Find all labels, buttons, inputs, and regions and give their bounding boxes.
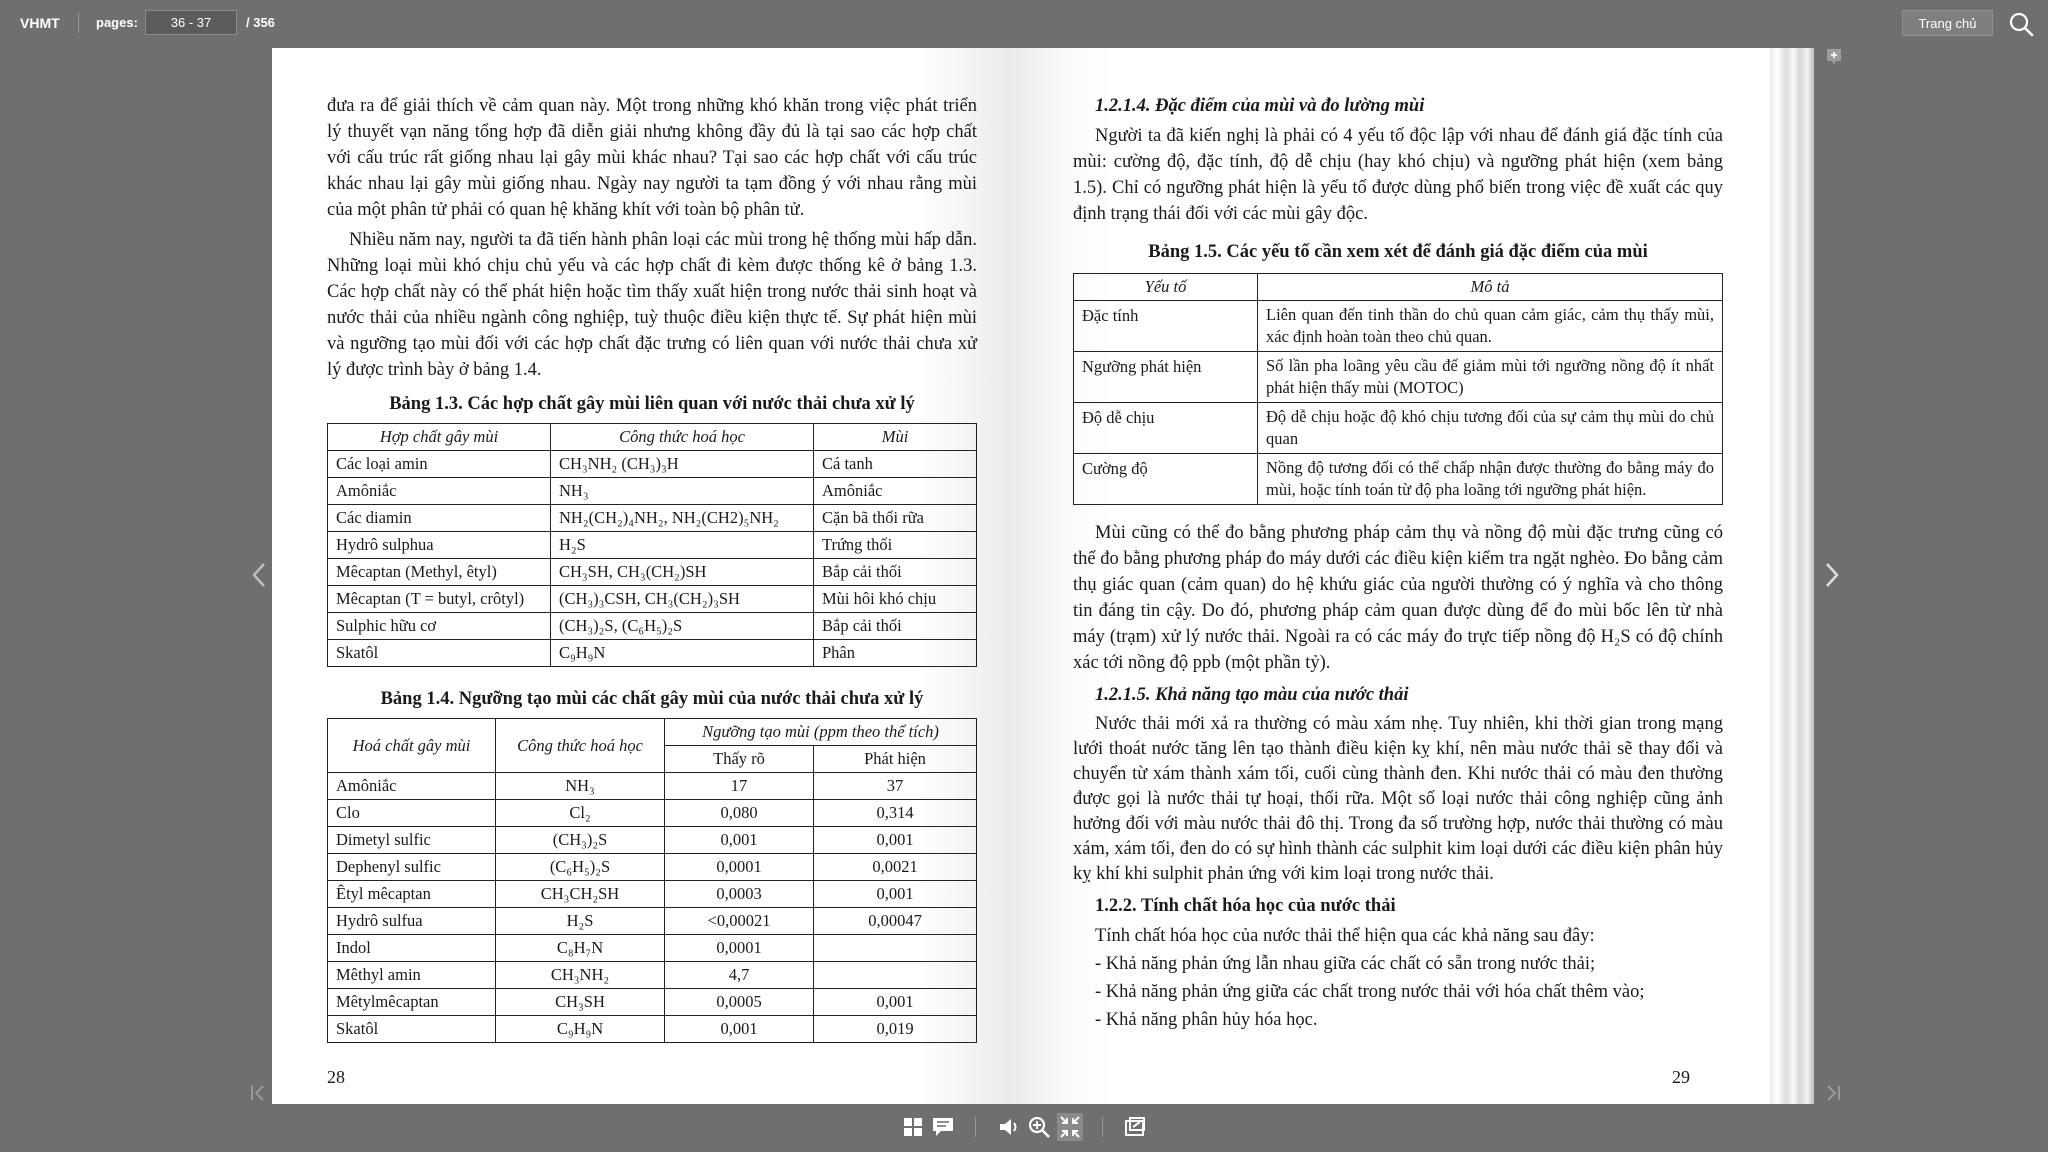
table-cell: Phân bbox=[814, 640, 977, 667]
table-cell: Cặn bã thối rữa bbox=[814, 505, 977, 532]
table-cell: Indol bbox=[328, 935, 496, 962]
table-header-cell: Hoá chất gây mùi bbox=[328, 719, 496, 773]
table-cell: 0,001 bbox=[814, 881, 977, 908]
table-cell: Các loại amin bbox=[328, 451, 551, 478]
table-cell: 4,7 bbox=[665, 962, 814, 989]
table-cell: Clo bbox=[328, 800, 496, 827]
table-row bbox=[328, 854, 977, 881]
table-row bbox=[328, 827, 977, 854]
table-cell: 0,019 bbox=[814, 1016, 977, 1043]
table-row bbox=[1074, 352, 1723, 403]
table-cell: 0,0003 bbox=[665, 881, 814, 908]
left-page[interactable] bbox=[272, 48, 1005, 1104]
table-cell: (C₆H₅)₂S bbox=[496, 854, 665, 881]
table-cell bbox=[814, 962, 977, 989]
table-row bbox=[328, 1016, 977, 1043]
search-icon[interactable] bbox=[2008, 11, 2034, 37]
table-cell: Bắp cải thối bbox=[814, 613, 977, 640]
table-header-row bbox=[328, 719, 977, 746]
table-row bbox=[1074, 301, 1723, 352]
table-header-cell: Mùi bbox=[814, 424, 977, 451]
table-header-cell: Thấy rõ bbox=[665, 746, 814, 773]
next-page-arrow-icon[interactable] bbox=[1822, 560, 1842, 590]
table-1-3-block bbox=[327, 391, 977, 667]
table-cell: Các diamin bbox=[328, 505, 551, 532]
table-cell: Cá tanh bbox=[814, 451, 977, 478]
right-paragraph-3: Nước thải mới xả ra thường có màu xám nhẹ. Tuy nhiên, khi thời gian trong mạng lưới thoát nước tăng lên tạo thành điều kiện kỵ khí, nên màu nước thải sẽ thay đổi và chuyển từ xám thành xám tối, cuối cùng thành đen. Khi nước thải có màu đen thường được gọi là nước thải tự hoại, thối rữa. Một số loại nước thải công nghiệp cũng ảnh hưởng đối với màu nước thải đô thị. Trong đa số trường hợp, nước thải thường có màu xám, xám tối, đen do có sự hình thành các sulphit kim loại dưới các điều kiện phân hủy kỵ khí khi sulphit phản ứng với kim loại trong nước thải. bbox=[1073, 714, 1723, 884]
table-cell bbox=[814, 935, 977, 962]
table-row bbox=[328, 989, 977, 1016]
table-1-4-caption: Bảng 1.4. Ngưỡng tạo mùi các chất gây mùi của nước thải chưa xử lý bbox=[380, 689, 924, 709]
table-cell: Liên quan đến tinh thần do chủ quan cảm giác, cảm thụ thấy mùi, xác định hoàn toàn theo chủ quan. bbox=[1258, 301, 1723, 352]
home-button[interactable]: Trang chủ bbox=[1902, 10, 1993, 36]
toolbar-divider bbox=[975, 1117, 976, 1137]
table-cell: NH₃ bbox=[496, 773, 665, 800]
table-cell: CH₃NH₂ (CH₃)₃H bbox=[551, 451, 814, 478]
table-cell: 0,0001 bbox=[665, 935, 814, 962]
table-cell: Skatôl bbox=[328, 1016, 496, 1043]
table-1-3-caption: Bảng 1.3. Các hợp chất gây mùi liên quan với nước thải chưa xử lý bbox=[389, 394, 915, 414]
table-1-5-caption: Bảng 1.5. Các yếu tố cần xem xét để đánh giá đặc điểm của mùi bbox=[1148, 242, 1648, 262]
table-cell: Amôniắc bbox=[328, 773, 496, 800]
table-cell: Dimetyl sulfic bbox=[328, 827, 496, 854]
table-cell: Amôniắc bbox=[814, 478, 977, 505]
table-header-row bbox=[328, 424, 977, 451]
table-cell: Mùi hôi khó chịu bbox=[814, 586, 977, 613]
table-cell: Êtyl mêcaptan bbox=[328, 881, 496, 908]
table-cell: Mêthyl amin bbox=[328, 962, 496, 989]
right-paragraph-4: Tính chất hóa học của nước thải thể hiện qua các khả năng sau đây: bbox=[1095, 926, 1595, 946]
table-row bbox=[328, 800, 977, 827]
table-cell: 0,080 bbox=[665, 800, 814, 827]
table-cell: Mêtylmêcaptan bbox=[328, 989, 496, 1016]
table-1-5 bbox=[1073, 273, 1723, 505]
bottom-toolbar bbox=[0, 1104, 2048, 1152]
section-heading-1-2-2: 1.2.2. Tính chất hóa học của nước thải bbox=[1095, 896, 1396, 916]
table-cell: Số lần pha loãng yêu cầu để giảm mùi tới ngưỡng nồng độ ít nhất phát hiện thấy mùi (MOTOC) bbox=[1258, 352, 1723, 403]
table-cell: Cường độ bbox=[1074, 454, 1258, 505]
left-paragraph-2: Nhiều năm nay, người ta đã tiến hành phân loại các mùi trong hệ thống mùi hấp dẫn. Những loại mùi khó chịu chủ yếu và các hợp chất đi kèm được thống kê ở bảng 1.3. Các hợp chất này có thể phát hiện hoặc tìm thấy xuất hiện trong nước thải sinh hoạt và nước thải của nhiều ngành công nghiệp, tuỳ thuộc điều kiện thực tế. Sự phát hiện mùi và ngưỡng tạo mùi đối với các hợp chất đặc trưng có liên quan với nước thải chưa xử lý được trình bày ở bảng 1.4. bbox=[327, 230, 977, 380]
page-number: 29 bbox=[1672, 1067, 1690, 1087]
right-paragraph-1: Người ta đã kiến nghị là phải có 4 yếu tố độc lập với nhau để đánh giá đặc tính của mùi: cường độ, đặc tính, độ dễ chịu (hay khó chịu) và ngưỡng phát hiện (xem bảng 1.5). Chỉ có ngưỡng phát hiện là yếu tố được dùng phổ biến trong việc đề xuất các quy định trạng thái đối với các mùi gây độc. bbox=[1073, 126, 1723, 224]
fit-page-icon[interactable] bbox=[1057, 1113, 1083, 1141]
table-cell: H₂S bbox=[551, 532, 814, 559]
table-cell: Hydrô sulfua bbox=[328, 908, 496, 935]
right-page[interactable] bbox=[1005, 48, 1770, 1104]
list-item: - Khả năng phân hủy hóa học. bbox=[1095, 1010, 1318, 1030]
page-number-input[interactable] bbox=[145, 10, 237, 35]
table-cell: Nồng độ tương đối có thể chấp nhận được thường đo bằng máy đo mùi, hoặc tính toán từ độ pha loãng tới ngưỡng phát hiện. bbox=[1258, 454, 1723, 505]
table-header-cell: Mô tả bbox=[1258, 274, 1723, 301]
left-page-text-top bbox=[327, 93, 977, 383]
table-cell: Sulphic hữu cơ bbox=[328, 613, 551, 640]
table-cell: Độ dễ chịu hoặc độ khó chịu tương đối của sự cảm thụ mùi do chủ quan bbox=[1258, 403, 1723, 454]
table-cell: Độ dễ chịu bbox=[1074, 403, 1258, 454]
table-row bbox=[328, 478, 977, 505]
table-cell: 0,001 bbox=[814, 827, 977, 854]
table-cell: CH₃CH₂SH bbox=[496, 881, 665, 908]
notes-icon[interactable] bbox=[931, 1115, 955, 1139]
table-header-cell: Phát hiện bbox=[814, 746, 977, 773]
last-page-icon[interactable] bbox=[1822, 1083, 1842, 1103]
table-cell: 17 bbox=[665, 773, 814, 800]
first-page-icon[interactable] bbox=[249, 1083, 269, 1103]
table-cell: H₂S bbox=[496, 908, 665, 935]
pages-label: pages: bbox=[96, 15, 138, 30]
table-cell: 0,0005 bbox=[665, 989, 814, 1016]
previous-page-arrow-icon[interactable] bbox=[249, 560, 269, 590]
right-page-text-bottom bbox=[1073, 520, 1723, 1033]
table-cell: Amôniắc bbox=[328, 478, 551, 505]
table-row bbox=[328, 640, 977, 667]
table-header-row bbox=[1074, 274, 1723, 301]
table-cell: CH₃NH₂ bbox=[496, 962, 665, 989]
table-cell: CH₃SH, CH₃(CH₂)SH bbox=[551, 559, 814, 586]
table-cell: Dephenyl sulfic bbox=[328, 854, 496, 881]
table-cell: <0,00021 bbox=[665, 908, 814, 935]
table-cell: Trứng thối bbox=[814, 532, 977, 559]
section-heading-1-2-1-5: 1.2.1.5. Khả năng tạo màu của nước thải bbox=[1095, 685, 1409, 705]
table-cell: 0,0021 bbox=[814, 854, 977, 881]
thumbnails-grid-icon[interactable] bbox=[901, 1115, 925, 1139]
table-cell: 0,00047 bbox=[814, 908, 977, 935]
table-cell: Đặc tính bbox=[1074, 301, 1258, 352]
table-row bbox=[328, 505, 977, 532]
table-row bbox=[328, 559, 977, 586]
right-paragraph-2: Mùi cũng có thể đo bằng phương pháp cảm thụ và nồng độ mùi đặc trưng cũng có thể đo bằng phương pháp đo máy dưới các điều kiện kiểm tra ngặt nghèo. Đo bằng cảm thụ giác quan (cảm quan) do hệ khứu giác của người thường có ý nghĩa và cho thông tin đáng tin cậy. Do đó, phương pháp cảm quan được dùng để đo mùi bốc lên từ nhà máy (trạm) xử lý nước thải. Ngoài ra có các máy đo trực tiếp nồng độ H₂S có độ chính xác tới nồng độ ppb (một phần tỷ). bbox=[1073, 523, 1723, 673]
table-row bbox=[1074, 403, 1723, 454]
section-heading-1-2-1-4: 1.2.1.4. Đặc điểm của mùi và đo lường mùi bbox=[1095, 96, 1425, 116]
table-cell: 0,001 bbox=[665, 827, 814, 854]
table-cell: 37 bbox=[814, 773, 977, 800]
table-row bbox=[328, 451, 977, 478]
table-header-cell: Ngưỡng tạo mùi (ppm theo thể tích) bbox=[665, 719, 977, 746]
table-cell: 0,001 bbox=[665, 1016, 814, 1043]
table-cell: C₈H₇N bbox=[496, 935, 665, 962]
table-1-4-block bbox=[327, 686, 977, 1043]
toolbar-divider bbox=[78, 13, 79, 33]
table-1-4 bbox=[327, 718, 977, 1043]
table-cell: 0,0001 bbox=[665, 854, 814, 881]
table-row bbox=[328, 773, 977, 800]
book-page-stack-edge bbox=[1768, 48, 1814, 1104]
table-header-cell: Yếu tố bbox=[1074, 274, 1258, 301]
toolbar-divider bbox=[1102, 1117, 1103, 1137]
table-header-cell: Công thức hoá học bbox=[496, 719, 665, 773]
table-cell: NH₃ bbox=[551, 478, 814, 505]
table-row bbox=[328, 962, 977, 989]
table-cell: (CH₃)₃CSH, CH₃(CH₂)₃SH bbox=[551, 586, 814, 613]
table-cell: Skatôl bbox=[328, 640, 551, 667]
table-cell: 0,001 bbox=[814, 989, 977, 1016]
top-toolbar bbox=[0, 0, 2048, 46]
bookmark-icon[interactable] bbox=[1825, 48, 1843, 66]
table-row bbox=[328, 908, 977, 935]
table-cell: C₉H₉N bbox=[496, 1016, 665, 1043]
table-cell: Cl₂ bbox=[496, 800, 665, 827]
table-cell: Bắp cải thối bbox=[814, 559, 977, 586]
table-cell: CH₃SH bbox=[496, 989, 665, 1016]
list-item: - Khả năng phản ứng giữa các chất trong nước thải với hóa chất thêm vào; bbox=[1095, 982, 1645, 1002]
table-cell: (CH₃)₂S bbox=[496, 827, 665, 854]
page-number: 28 bbox=[327, 1067, 345, 1087]
zoom-in-icon[interactable] bbox=[1027, 1115, 1051, 1139]
table-row bbox=[328, 532, 977, 559]
table-header-cell: Hợp chất gây mùi bbox=[328, 424, 551, 451]
table-cell: NH₂(CH₂)₄NH₂, NH₂(CH2)₅NH₂ bbox=[551, 505, 814, 532]
table-header-cell: Công thức hoá học bbox=[551, 424, 814, 451]
table-row bbox=[328, 881, 977, 908]
brand-label[interactable]: VHMT bbox=[20, 15, 60, 31]
table-row bbox=[1074, 454, 1723, 505]
table-cell: (CH₃)₂S, (C₆H₅)₂S bbox=[551, 613, 814, 640]
right-page-text-top bbox=[1073, 93, 1723, 505]
table-cell: Hydrô sulphua bbox=[328, 532, 551, 559]
page-total: / 356 bbox=[246, 15, 275, 30]
table-row bbox=[328, 586, 977, 613]
table-1-3 bbox=[327, 423, 977, 667]
share-icon[interactable] bbox=[1123, 1115, 1147, 1139]
table-row bbox=[328, 613, 977, 640]
table-cell: Ngưỡng phát hiện bbox=[1074, 352, 1258, 403]
table-row bbox=[328, 935, 977, 962]
left-paragraph-1: đưa ra để giải thích về cảm quan này. Một trong những khó khăn trong việc phát triển lý thuyết vạn năng tổng hợp đã diễn giải nhưng không đầy đủ là tại sao các hợp chất với cấu trúc rất giống nhau lại gây mùi khác nhau? Tại sao các hợp chất với cấu trúc khác nhau lại gây mùi giống nhau. Ngày nay người ta tạm đồng ý với nhau rằng mùi của một phân tử phải có quan hệ khăng khít với toàn bộ phân tử. bbox=[327, 96, 977, 220]
table-cell: C₉H₉N bbox=[551, 640, 814, 667]
list-item: - Khả năng phản ứng lẫn nhau giữa các chất có sẵn trong nước thải; bbox=[1095, 954, 1596, 974]
table-cell: Mêcaptan (T = butyl, crôtyl) bbox=[328, 586, 551, 613]
sound-icon[interactable] bbox=[997, 1115, 1021, 1139]
table-cell: 0,314 bbox=[814, 800, 977, 827]
table-cell: Mêcaptan (Methyl, êtyl) bbox=[328, 559, 551, 586]
